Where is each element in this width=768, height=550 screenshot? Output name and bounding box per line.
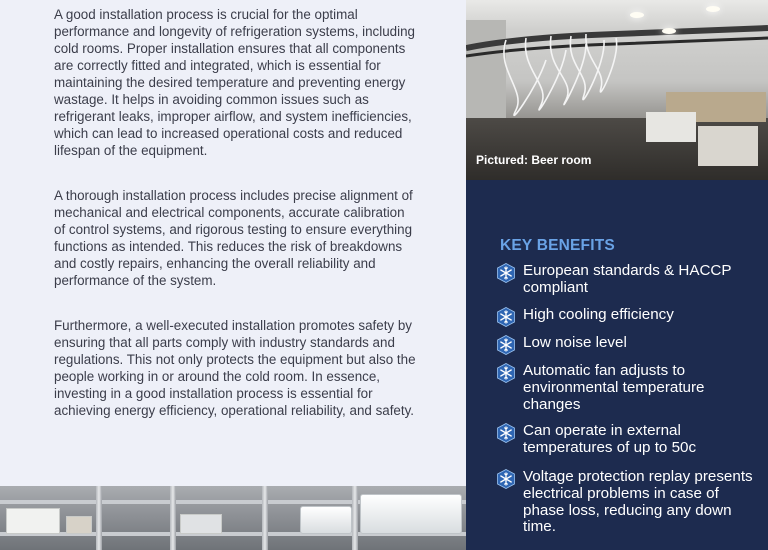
photo-caption: Pictured: Beer room [476,153,592,167]
key-benefits-panel [466,180,768,550]
benefit-text: Can operate in external temperatures of up to 50c [523,422,697,456]
paragraph-3: Furthermore, a well-executed installation promotes safety by ensuring that all parts comply with industry standards and regulations. This not only protects the equipment but also the people working in or around the cold room. In essence, investing in a good installation process is essential for achieving energy efficiency, operational reliability, and safety. [54,318,416,418]
paragraph-2: A thorough installation process includes precise alignment of mechanical and electrical components, accurate calibration of control systems, and rigorous testing to ensure everything functions as intended. This reduces the risk of breakdowns and costly repairs, enhancing the overall reliability and performance of the system. [54,188,413,288]
right-column [466,0,768,550]
snowflake-icon [496,363,516,383]
benefit-text: Voltage protection replay presents electrical problems in case of phase loss, reducing any down time. [523,468,753,536]
snowflake-icon [496,307,516,327]
benefit-text: Automatic fan adjusts to environmental temperature changes [523,362,705,413]
benefit-text: Low noise level [523,334,627,351]
shelving-photo [0,486,466,550]
snowflake-icon [496,423,516,443]
snowflake-icon [496,469,516,489]
snowflake-icon [496,335,516,355]
paragraph-1: A good installation process is crucial for the optimal performance and longevity of refrigeration systems, including cold rooms. Proper installation ensures that all components are correctly fitted and integrated, which is essential for maintaining the desired temperature and preventing energy wastage. It helps in avoiding common issues such as refrigerant leaks, improper airflow, and system inefficiencies, which can lead to increased operational costs and reduced lifespan of the equipment. [54,7,415,158]
snowflake-icon [496,263,516,283]
key-benefits-title: KEY BENEFITS [500,237,615,254]
beer-room-photo [466,0,768,180]
benefit-text: European standards & HACCP compliant [523,262,732,296]
benefit-text: High cooling efficiency [523,306,674,323]
